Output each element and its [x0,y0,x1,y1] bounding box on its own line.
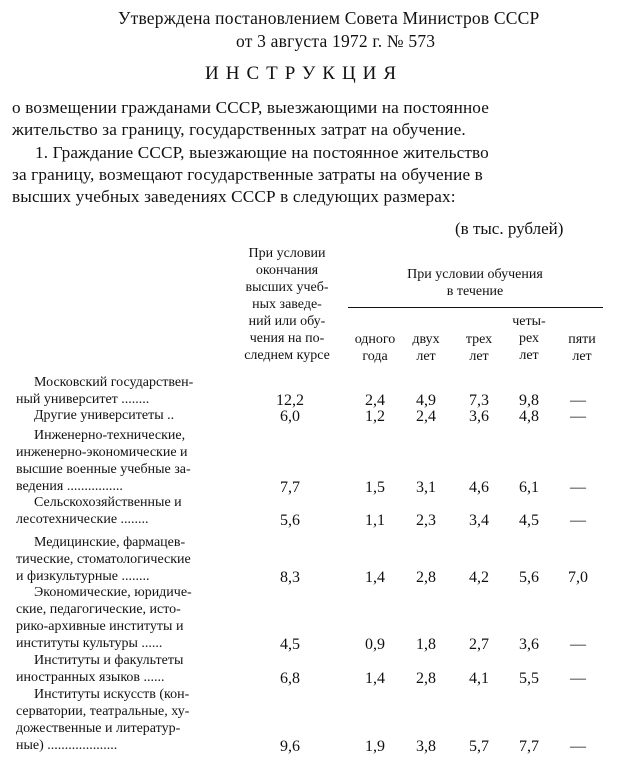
table-cell: 7,0 [568,569,588,586]
table-cell: 3,1 [416,479,436,496]
table-cell: 1,2 [365,408,385,425]
table-cell: 4,5 [280,636,300,653]
paragraph-line-2: за границу, возмещают государственные затраты на обучение в [12,165,483,184]
table-cell: 5,5 [519,670,539,687]
row-label: Медицинские, фармацев- тические, стоматологические и физкультурные ........ [16,535,191,584]
table-cell: 7,7 [519,738,539,755]
table-cell: — [570,392,586,409]
row-label: Инженерно-технические, инженерно-экономические и высшие военные учебные за- ведения ................ [16,428,191,494]
table-cell: 1,8 [416,636,436,653]
table-cell: — [570,636,586,653]
table-cell: — [570,512,586,529]
table-cell: 6,0 [280,408,300,425]
table-cell: 4,6 [469,479,489,496]
table-cell: — [570,408,586,425]
subtitle-line-1: о возмещении гражданами СССР, выезжающими на постоянное [12,98,490,117]
table-cell: 1,4 [365,670,385,687]
header-one-year: одного года [354,332,396,364]
header-two-years: двух лет [412,332,440,364]
paragraph-line-1: 1. Граждание СССР, выезжающие на постоянное жительство [35,143,489,162]
table-cell: 2,8 [416,569,436,586]
table-cell: — [570,670,586,687]
header-group-study-period: При условии обучения в течение [407,267,543,299]
row-label: Институты искусств (кон- серватории, театральные, ху- дожественные и литератур- ные) .................... [16,687,190,753]
subtitle-line-2: жительство за границу, государственных затрат на обучение. [12,120,466,139]
table-cell: 7,7 [280,479,300,496]
table-cell: 3,6 [519,636,539,653]
table-cell: 1,4 [365,569,385,586]
table-cell: 2,4 [365,392,385,409]
table-cell: 1,1 [365,512,385,529]
table-cell: 5,6 [280,512,300,529]
approval-line-1: Утверждена постановлением Совета Министров СССР [118,8,540,28]
table-cell: 3,6 [469,408,489,425]
table-cell: 2,8 [416,670,436,687]
table-cell: 3,4 [469,512,489,529]
table-cell: 4,5 [519,512,539,529]
table-cell: 0,9 [365,636,385,653]
row-label: Другие университеты .. [34,408,175,423]
table-cell: 3,8 [416,738,436,755]
table-cell: — [570,479,586,496]
table-cell: 5,6 [519,569,539,586]
table-cell: 2,3 [416,512,436,529]
row-label: Экономические, юридиче- ские, педагогические, исто- рико-архивные институты и институты культуры ...... [16,585,192,651]
table-cell: 4,2 [469,569,489,586]
header-four-years: четы- рех лет [512,314,546,363]
table-cell: 2,7 [469,636,489,653]
units-note: (в тыс. рублей) [455,219,564,238]
table-cell: 4,8 [519,408,539,425]
document-title: ИНСТРУКЦИЯ [205,63,404,84]
approval-line-2: от 3 августа 1972 г. № 573 [236,31,436,51]
table-cell: 9,8 [519,392,539,409]
row-label: Сельскохозяйственные и лесотехнические ........ [16,495,182,527]
table-cell: 7,3 [469,392,489,409]
table-cell: 4,9 [416,392,436,409]
table-cell: 6,1 [519,479,539,496]
table-cell: 8,3 [280,569,300,586]
table-cell: — [570,738,586,755]
header-completion: При условии окончания высших учеб- ных заведе- ний или обу- чения на по- следнем курсе [244,246,330,363]
table-cell: 9,6 [280,738,300,755]
row-label: Московский государствен- ный университет ........ [16,375,194,407]
table-cell: 4,1 [469,670,489,687]
paragraph-line-3: высших учебных заведениях СССР в следующих размерах: [12,187,456,206]
header-five-years: пяти лет [568,332,596,364]
row-label: Институты и факультеты иностранных языков ...... [16,653,184,685]
header-rule [348,307,603,308]
table-cell: 6,8 [280,670,300,687]
header-three-years: трех лет [465,332,493,364]
table-cell: 1,9 [365,738,385,755]
table-cell: 5,7 [469,738,489,755]
table-cell: 1,5 [365,479,385,496]
table-cell: 2,4 [416,408,436,425]
table-cell: 12,2 [276,392,304,409]
